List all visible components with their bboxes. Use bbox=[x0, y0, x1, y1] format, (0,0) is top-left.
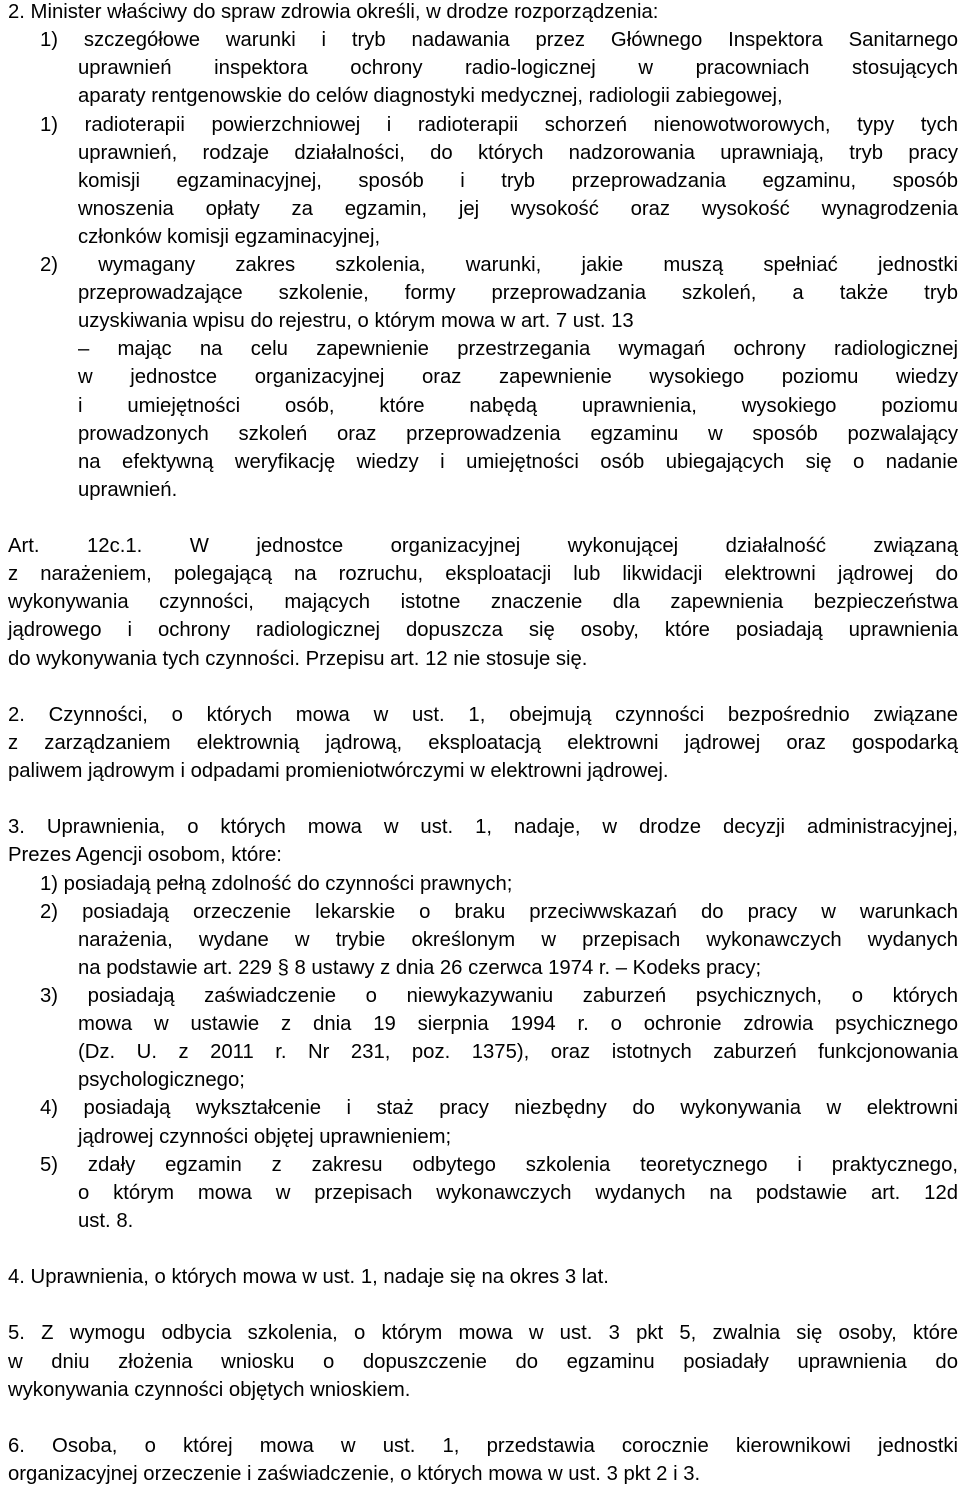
text-line: uprawnień inspektora ochrony radio-logicznej w pracowniach stosujących bbox=[78, 57, 958, 79]
text-line: organizacyjnej orzeczenie i zaświadczenie, o których mowa w ust. 3 pkt 2 i 3. bbox=[8, 1463, 701, 1485]
text-line: 1) szczegółowe warunki i tryb nadawania przez Głównego Inspektora Sanitarnego bbox=[40, 29, 958, 51]
text-line: 4. Uprawnienia, o których mowa w ust. 1, nadaje się na okres 3 lat. bbox=[8, 1266, 609, 1288]
text-line: wykonywania czynności, mających istotne znaczenie dla zapewnienia bezpieczeństwa bbox=[8, 591, 958, 613]
text-line: przeprowadzające szkolenie, formy przeprowadzania szkoleń, a także tryb bbox=[78, 282, 958, 304]
text-line: jądrowej czynności objętej uprawnieniem; bbox=[78, 1126, 452, 1148]
text-line: (Dz. U. z 2011 r. Nr 231, poz. 1375), oraz istotnych zaburzeń funkcjonowania bbox=[78, 1041, 958, 1063]
text-line: Prezes Agencji osobom, które: bbox=[8, 844, 282, 866]
text-line: uzyskiwania wpisu do rejestru, o którym mowa w art. 7 ust. 13 bbox=[78, 310, 634, 332]
text-line: 5. Z wymogu odbycia szkolenia, o którym mowa w ust. 3 pkt 5, zwalnia się osoby, które bbox=[8, 1322, 958, 1344]
text-line: – mając na celu zapewnienie przestrzegania wymagań ochrony radiologicznej bbox=[78, 338, 958, 360]
text-line: 2. Minister właściwy do spraw zdrowia określi, w drodze rozporządzenia: bbox=[8, 1, 659, 23]
text-line: w dniu złożenia wniosku o dopuszczenie do egzaminu posiadały uprawnienia do bbox=[8, 1351, 958, 1373]
text-line: 3. Uprawnienia, o których mowa w ust. 1, nadaje, w drodze decyzji administracyjnej, bbox=[8, 816, 958, 838]
text-line: 2) wymagany zakres szkolenia, warunki, jakie muszą spełniać jednostki bbox=[40, 254, 958, 276]
text-line: mowa w ustawie z dnia 19 sierpnia 1994 r. o ochronie zdrowia psychicznego bbox=[78, 1013, 958, 1035]
text-line: z narażeniem, polegającą na rozruchu, eksploatacji lub likwidacji elektrowni jądrowej do bbox=[8, 563, 958, 585]
text-line: paliwem jądrowym i odpadami promieniotwórczymi w elektrowni jądrowej. bbox=[8, 760, 669, 782]
text-line: ust. 8. bbox=[78, 1210, 134, 1232]
text-line: na podstawie art. 229 § 8 ustawy z dnia 26 czerwca 1974 r. – Kodeks pracy; bbox=[78, 957, 762, 979]
text-line: jądrowego i ochrony radiologicznej dopuszcza się osoby, które posiadają uprawnienia bbox=[8, 619, 958, 641]
text-line: w jednostce organizacyjnej oraz zapewnienie wysokiego poziomu wiedzy bbox=[78, 366, 958, 388]
text-line: o którym mowa w przepisach wykonawczych wydanych na podstawie art. 12d bbox=[78, 1182, 958, 1204]
text-line: narażenia, wydane w trybie określonym w przepisach wykonawczych wydanych bbox=[78, 929, 958, 951]
text-line: 6. Osoba, o której mowa w ust. 1, przedstawia corocznie kierownikowi jednostki bbox=[8, 1435, 958, 1457]
text-line: na efektywną weryfikację wiedzy i umiejętności osób ubiegających się o nadanie bbox=[78, 451, 958, 473]
text-line: aparaty rentgenowskie do celów diagnostyki medycznej, radiologii zabiegowej, bbox=[78, 85, 783, 107]
text-line: członków komisji egzaminacyjnej, bbox=[78, 226, 381, 248]
text-line: i umiejętności osób, które nabędą uprawnienia, wysokiego poziomu bbox=[78, 395, 958, 417]
text-line: uprawnień. bbox=[78, 479, 178, 501]
text-line: prowadzonych szkoleń oraz przeprowadzenia egzaminu w sposób pozwalający bbox=[78, 423, 958, 445]
text-line: psychologicznego; bbox=[78, 1069, 245, 1091]
text-line: wykonywania czynności objętych wnioskiem. bbox=[8, 1379, 411, 1401]
text-line: do wykonywania tych czynności. Przepisu art. 12 nie stosuje się. bbox=[8, 648, 588, 670]
text-line: komisji egzaminacyjnej, sposób i tryb przeprowadzania egzaminu, sposób bbox=[78, 170, 958, 192]
text-line: 3) posiadają zaświadczenie o niewykazywaniu zaburzeń psychicznych, o których bbox=[40, 985, 958, 1007]
text-line: 2) posiadają orzeczenie lekarskie o braku przeciwwskazań do pracy w warunkach bbox=[40, 901, 958, 923]
text-line: z zarządzaniem elektrownią jądrową, eksploatacją elektrowni jądrowej oraz gospodarką bbox=[8, 732, 958, 754]
text-line: 1) posiadają pełną zdolność do czynności prawnych; bbox=[40, 873, 513, 895]
text-line: 1) radioterapii powierzchniowej i radioterapii schorzeń nienowotworowych, typy tych bbox=[40, 114, 958, 136]
text-line: uprawnień, rodzaje działalności, do których nadzorowania uprawniają, tryb pracy bbox=[78, 142, 958, 164]
text-line: 4) posiadają wykształcenie i staż pracy niezbędny do wykonywania w elektrowni bbox=[40, 1097, 958, 1119]
text-line: wnoszenia opłaty za egzamin, jej wysokość oraz wysokość wynagrodzenia bbox=[78, 198, 958, 220]
text-line: 5) zdały egzamin z zakresu odbytego szkolenia teoretycznego i praktycznego, bbox=[40, 1154, 958, 1176]
text-line: Art. 12c.1. W jednostce organizacyjnej wykonującej działalność związaną bbox=[8, 535, 958, 557]
text-line: 2. Czynności, o których mowa w ust. 1, obejmują czynności bezpośrednio związane bbox=[8, 704, 958, 726]
